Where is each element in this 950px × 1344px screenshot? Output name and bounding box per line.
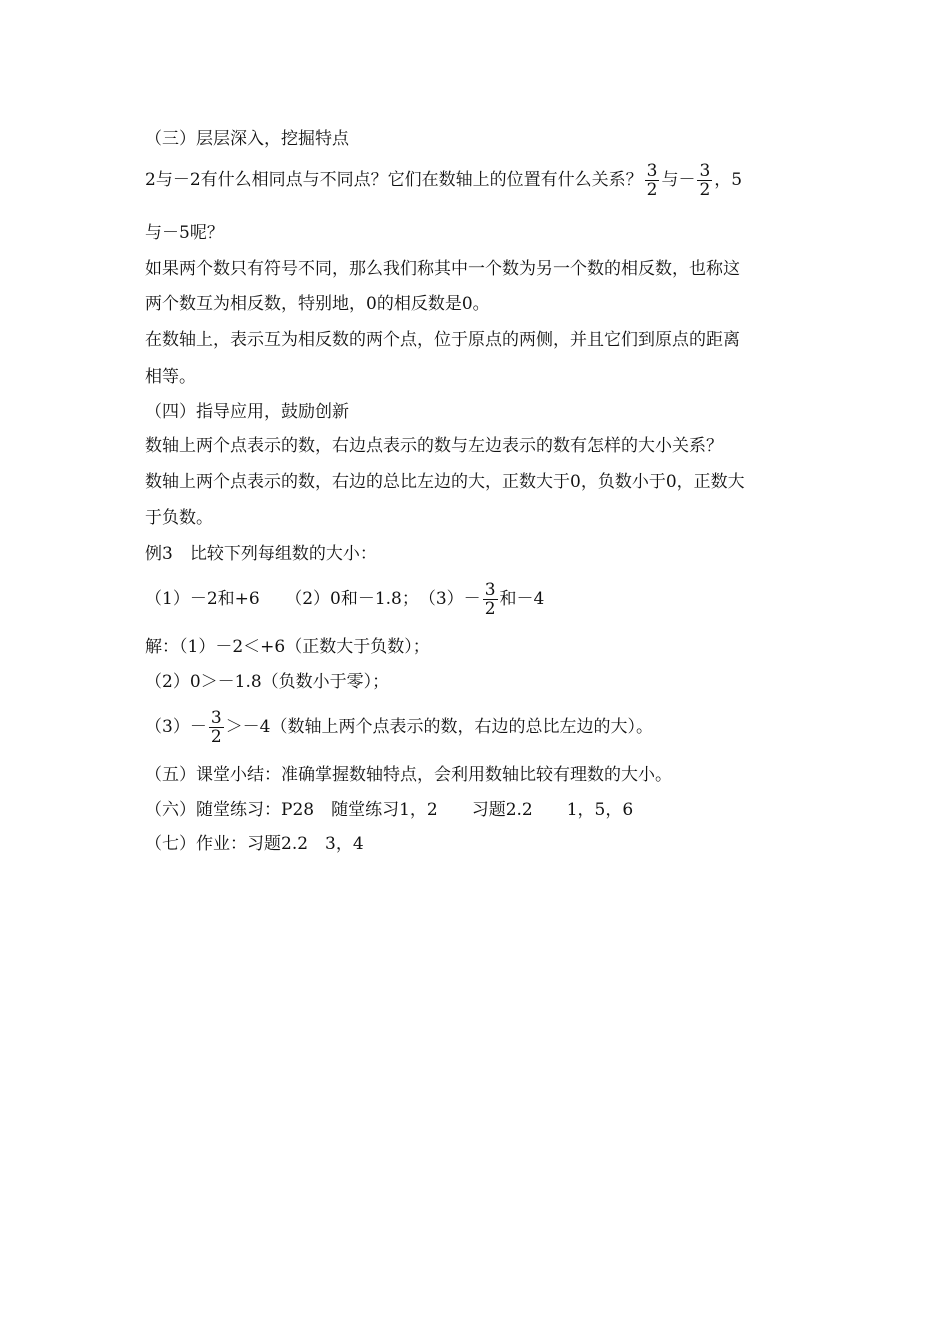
example-title: 例3 比较下列每组数的大小： — [145, 544, 377, 564]
fraction-three-halves-negative — [697, 162, 712, 199]
axis-property-line2: 相等。 — [145, 367, 196, 387]
section4-heading: （四）指导应用，鼓励创新 — [145, 402, 349, 422]
example-items-part2: 和－4 — [499, 589, 545, 609]
example-items — [145, 577, 815, 621]
solution-line1: 解：（1）－2＜+6（正数大于负数）； — [145, 637, 430, 657]
section7-homework: （七）作业：习题2.2 3，4 — [145, 834, 364, 854]
fraction-denominator: 2 — [646, 179, 658, 200]
section6-practice: （六）随堂练习：P28 随堂练习1，2 习题2.2 1，5，6 — [145, 800, 634, 820]
fraction-numerator: 3 — [484, 579, 496, 600]
solution-line3-suffix: ＞－4（数轴上两个点表示的数，右边的总比左边的大）。 — [225, 717, 653, 737]
solution-line2: （2）0＞－1.8（负数小于零）； — [145, 672, 390, 692]
axis-property-line1: 在数轴上，表示互为相反数的两个点，位于原点的两侧，并且它们到原点的距离 — [145, 330, 740, 350]
section4-question: 数轴上两个点表示的数，右边点表示的数与左边表示的数有怎样的大小关系？ — [145, 436, 723, 456]
example-items-part1: （1）－2和+6 （2）0和－1.8； （3）－ — [145, 589, 481, 609]
fraction-numerator: 3 — [699, 160, 711, 181]
solution-line3 — [145, 705, 815, 749]
definition-line1: 如果两个数只有符号不同，那么我们称其中一个数为另一个数的相反数，也称这 — [145, 259, 740, 279]
solution-line3-prefix: （3）－ — [145, 717, 207, 737]
fraction-denominator: 2 — [484, 598, 496, 619]
definition-line2: 两个数互为相反数，特别地，0的相反数是0。 — [145, 294, 490, 314]
section3-heading: （三）层层深入，挖掘特点 — [145, 129, 349, 149]
fraction-three-halves-example — [483, 581, 498, 618]
section5-summary: （五）课堂小结：准确掌握数轴特点，会利用数轴比较有理数的大小。 — [145, 765, 672, 785]
fraction-numerator: 3 — [210, 707, 222, 728]
fraction-numerator: 3 — [646, 160, 658, 181]
section3-question-line1 — [145, 158, 815, 202]
fraction-denominator: 2 — [210, 726, 222, 747]
question-text-part3: ，5 — [714, 170, 743, 190]
question-text-part2: 与－ — [661, 170, 696, 190]
section4-answer-line2: 于负数。 — [145, 508, 213, 528]
section4-answer-line1: 数轴上两个点表示的数，右边的总比左边的大，正数大于0，负数小于0，正数大 — [145, 472, 745, 492]
fraction-denominator: 2 — [699, 179, 711, 200]
fraction-three-halves — [645, 162, 660, 199]
section3-question-line2: 与－5呢？ — [145, 223, 224, 243]
question-text-part1: 2与－2有什么相同点与不同点？它们在数轴上的位置有什么关系？ — [145, 170, 643, 190]
fraction-three-halves-solution — [209, 709, 224, 746]
